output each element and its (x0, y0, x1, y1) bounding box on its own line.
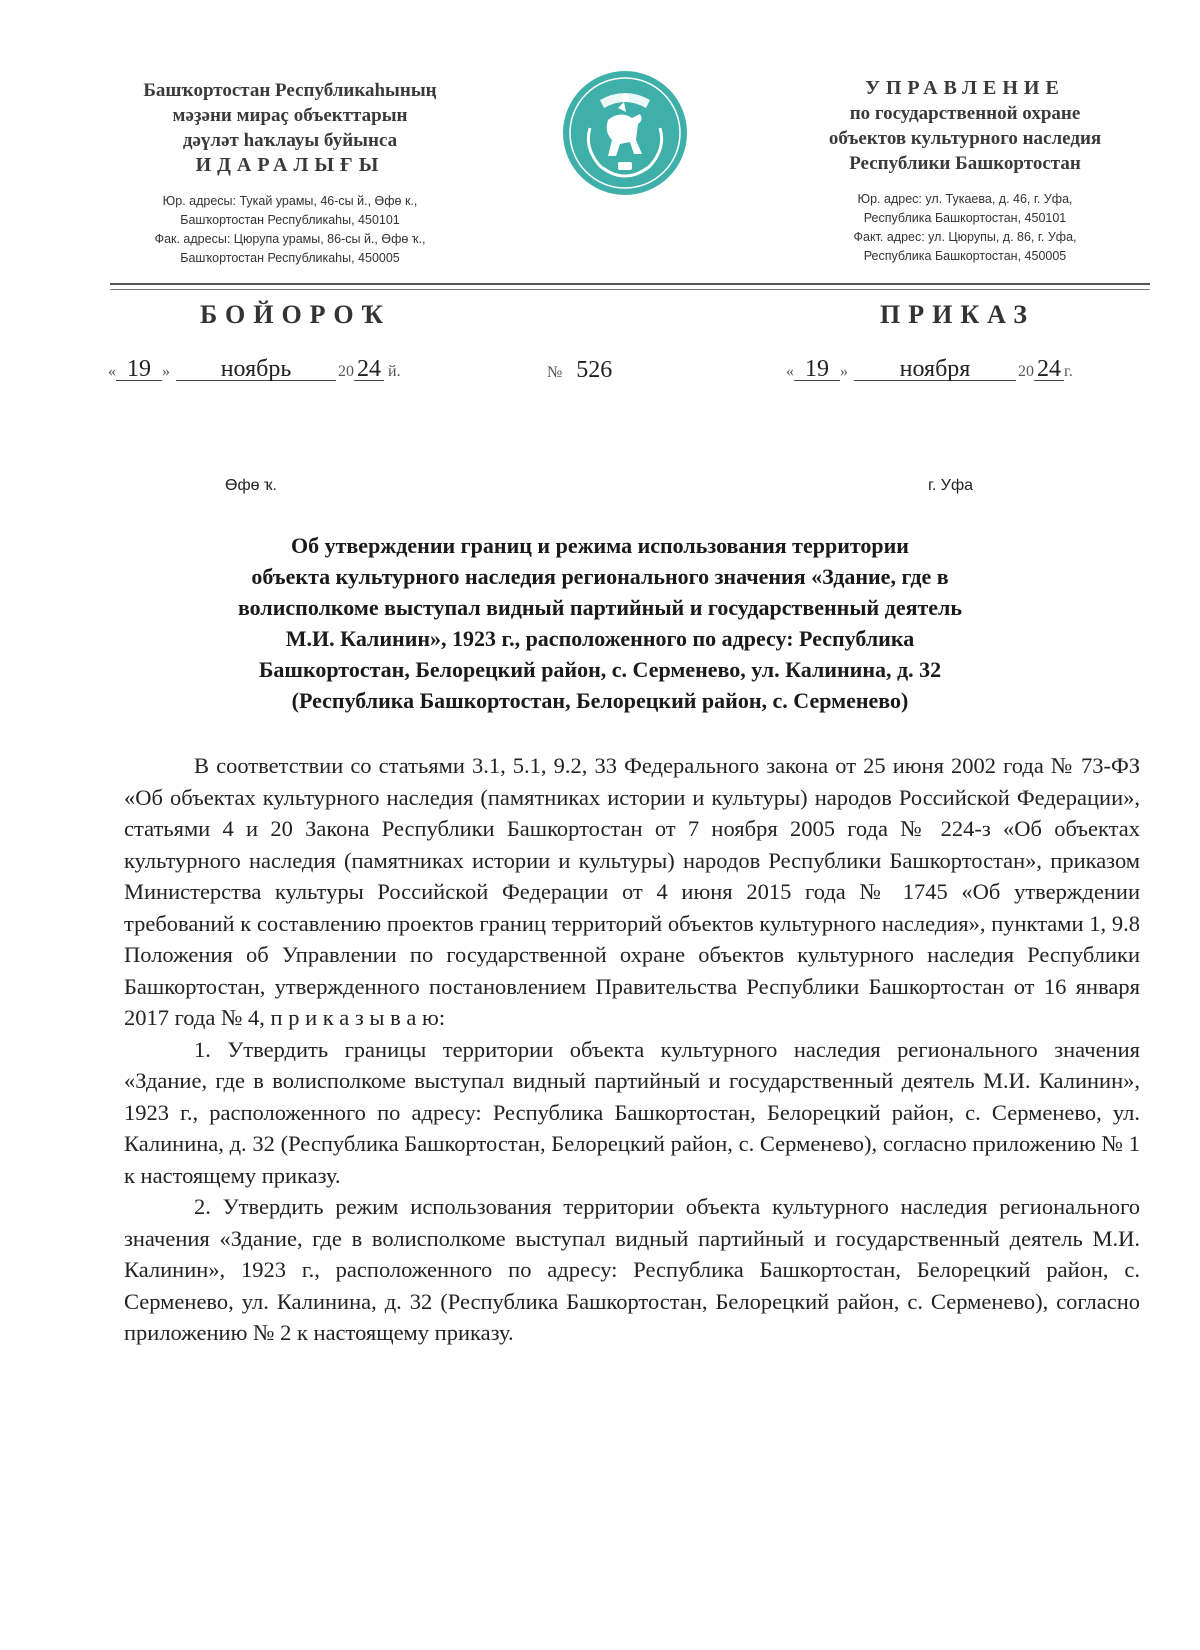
number-label: № (547, 364, 563, 381)
date-month: ноября (854, 358, 1016, 381)
header-russian-line-4: Республики Башкортостан (849, 153, 1081, 174)
bashkortostan-coat-of-arms-icon (560, 68, 690, 198)
date-bashkir (108, 357, 401, 382)
body-paragraph-preamble: В соответствии со статьями 3.1, 5.1, 9.2, 33 Федерального закона от 25 июня 2002 года № 73-ФЗ «Об объектах культурного наследия (памятниках истории и культуры) народов Российской Федерации», статьями 4 и 20 Закона Республики Башкортостан от 7 ноября 2005 года № 224-з «Об объектах культурного наследия (памятниках истории и культуры) народов Республики Башкортостан», приказом Министерства культуры Российской Федерации от 4 июня 2015 года № 1745 «Об утверждении требований к составлению проектов границ территорий объектов культурного наследия», пунктами 1, 9.8 Положения об Управлении по государственной охране объектов культурного наследия Республики Башкортостан, утвержденного постановлением Правительства Республики Башкортостан от 16 января 2017 года № 4, п р и к а з ы в а ю: (124, 753, 1140, 1030)
header-russian (790, 76, 1140, 266)
header-russian-line-2: по государственной охране (849, 103, 1081, 124)
body-paragraph-item-1: 1. Утвердить границы территории объекта культурного наследия регионального значения «Здание, где в волисполкоме выступал видный партийный и государственный деятель М.И. Калинин», 1923 г., расположенного по адресу: Республика Башкортостан, Белорецкий район, с. Серменево, ул. Калинина, д. 32 (Республика Башкортостан, Белорецкий район, с. Серменево), согласно приложению № 1 к настоящему приказу. (124, 1036, 1140, 1188)
order-word-bashkir: БОЙОРОҠ (200, 300, 392, 329)
header-bashkir-line-2: мәҙәни мираҫ объекттарын (172, 105, 408, 126)
header-bashkir-address (105, 192, 475, 268)
address-line: Юр. адрес: ул. Тукаева, д. 46, г. Уфа, (857, 192, 1073, 206)
header-bashkir (105, 78, 475, 268)
date-year-prefix: 20 (338, 363, 354, 380)
title-line: объекта культурного наследия регионального значения «Здание, где в (251, 564, 949, 589)
header-russian-address (790, 190, 1140, 266)
address-line: Факт. адрес: ул. Цюрупы, д. 86, г. Уфа, (853, 230, 1077, 244)
quote-open: « (786, 363, 794, 380)
header-russian-line-3: объектов культурного наследия (828, 128, 1102, 149)
header-bashkir-line-1: Башҡортостан Республикаһының (143, 80, 437, 101)
date-day: 19 (116, 358, 162, 381)
address-line: Башҡортостан Республикаһы, 450101 (180, 213, 400, 227)
title-line: М.И. Калинин», 1923 г., расположенного по адресу: Республика (285, 626, 915, 651)
address-line: Республика Башкортостан, 450005 (863, 249, 1067, 263)
title-line: волисполкоме выступал видный партийный и государственный деятель (237, 595, 963, 620)
address-line: Фак. адресы: Цюрупа урамы, 86-сы й., Өфө ҡ., (154, 232, 426, 246)
header-russian-title (790, 76, 1140, 176)
quote-close: » (162, 363, 170, 380)
number-value: 526 (576, 357, 613, 383)
header-bashkir-line-3: дәүләт һаҡлауы буйынса (182, 130, 398, 151)
header-bashkir-line-4: ИДАРАЛЫҒЫ (195, 154, 385, 176)
quote-close: » (840, 363, 848, 380)
title-line: Башкортостан, Белорецкий район, с. Серменево, ул. Калинина, д. 32 (258, 657, 942, 682)
document-title (150, 530, 1050, 716)
header-russian-line-1: УПРАВЛЕНИЕ (865, 77, 1065, 99)
address-line: Башҡортостан Республикаһы, 450005 (180, 251, 400, 265)
city-russian: г. Уфа (928, 477, 973, 494)
title-line: Об утверждении границ и режима использования территории (291, 533, 909, 558)
header-bashkir-title (105, 78, 475, 178)
address-line: Юр. адресы: Тукай урамы, 46-сы й., Өфө к., (162, 194, 418, 208)
header-divider-thin (110, 289, 1150, 290)
title-line: (Республика Башкортостан, Белорецкий район, с. Серменево) (291, 688, 909, 713)
order-number (547, 357, 612, 384)
document-body (124, 750, 1140, 1349)
date-year-suffix: 24 (1034, 358, 1064, 381)
header-divider (110, 283, 1150, 285)
date-day: 19 (794, 358, 840, 381)
date-year-suffix: 24 (354, 358, 384, 381)
date-year-word: г. (1064, 363, 1073, 380)
address-line: Республика Башкортостан, 450101 (863, 211, 1067, 225)
date-year-word: й. (388, 363, 401, 380)
body-paragraph-item-2: 2. Утвердить режим использования территории объекта культурного наследия регионального значения «Здание, где в волисполкоме выступал видный партийный и государственный деятель М.И. Калинин», 1923 г., расположенного по адресу: Республика Башкортостан, Белорецкий район, с. Серменево, ул. Калинина, д. 32 (Республика Башкортостан, Белорецкий район, с. Серменево), согласно приложению № 2 к настоящему приказу. (124, 1194, 1140, 1345)
date-russian (786, 357, 1073, 382)
city-bashkir: Өфө ҡ. (225, 477, 277, 494)
order-word-russian: ПРИКАЗ (880, 300, 1036, 329)
date-year-prefix: 20 (1018, 363, 1034, 380)
date-month: ноябрь (176, 358, 336, 381)
quote-open: « (108, 363, 116, 380)
